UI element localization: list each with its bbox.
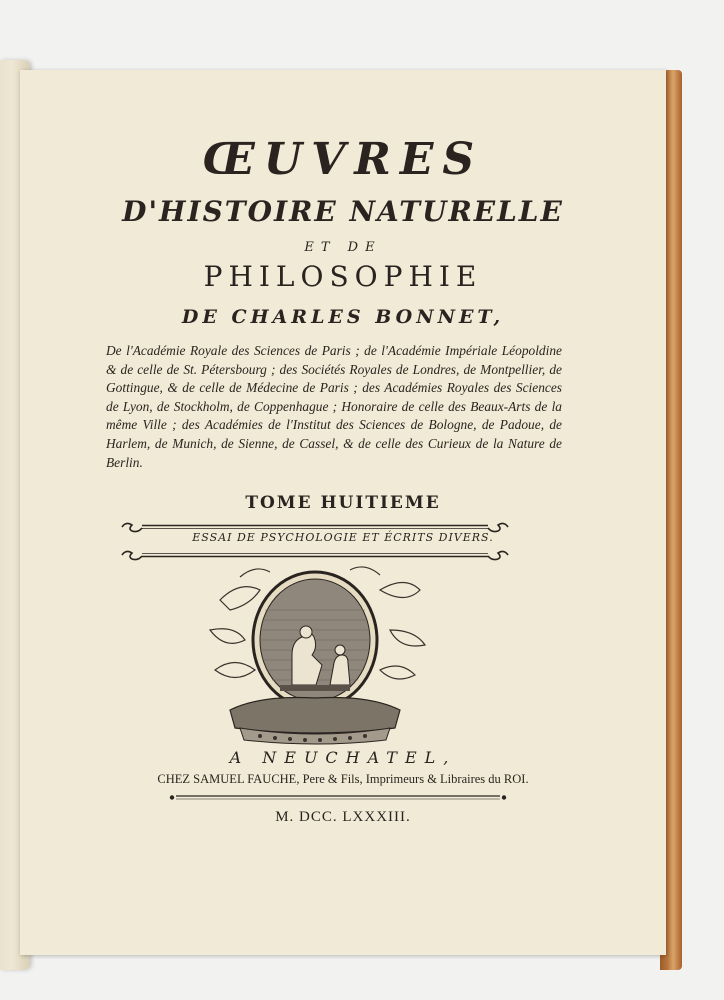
imprint-publisher: CHEZ SAMUEL FAUCHE, Pere & Fils, Imprimeurs & Libraires du ROI. <box>157 772 529 786</box>
imprint-place: A NEUCHATEL, <box>229 748 457 767</box>
imprint-rule <box>168 792 508 802</box>
title-page <box>20 70 666 955</box>
title-philosophie: PHILOSOPHIE <box>203 260 483 293</box>
author-name: DE CHARLES BONNET, <box>181 306 505 328</box>
volume-label: TOME HUITIEME <box>245 493 441 513</box>
imprint-year: M. DCC. LXXXIII. <box>275 809 411 825</box>
title-et-de: ET DE <box>304 240 382 255</box>
engraved-vignette-image <box>180 560 450 750</box>
author-affiliations: De l'Académie Royale des Sciences de Paris ; de l'Académie Impériale Léopoldine & de celle de St. Pétersbourg ; des Sociétés Royales de Londres, de Montpellier, de Gottingue, & de celle de Médecine de Paris ; des Académies Royales des Sciences de Lyon, de Stockholm, de Coppenhague ; Honoraire de celle des Beaux-Arts de la même Ville ; des Académies de l'Institut des Sciences de Bologne, de Padoue, de Harlem, de Munich, de Sienne, de Cassel, & de celle des Curieux de la Nature de Berlin. <box>106 343 562 470</box>
title-oeuvres: ŒUVRES <box>202 134 484 185</box>
title-histoire-naturelle: D'HISTOIRE NATURELLE <box>122 195 564 228</box>
volume-subtitle: ESSAI DE PSYCHOLOGIE ET ÉCRITS DIVERS. <box>192 531 494 544</box>
